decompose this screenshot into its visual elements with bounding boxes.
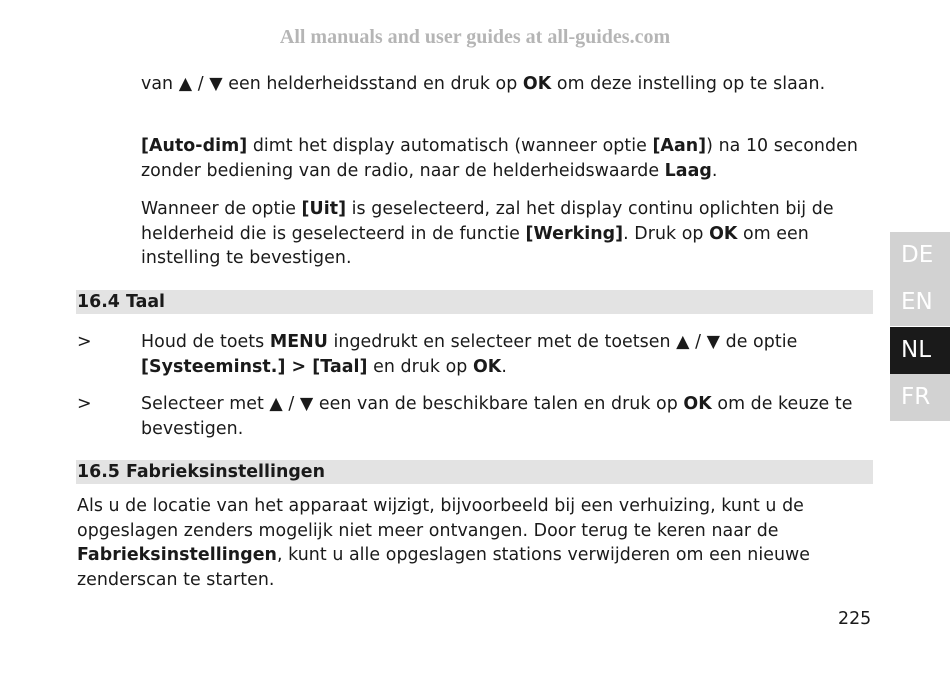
- text: ) na 10 seconden zonder bediening van de radio, naar de helderheidswaarde: [141, 136, 858, 181]
- text-bold: [Aan]: [652, 136, 707, 156]
- section-heading-taal: 16.4 Taal: [77, 292, 166, 312]
- text: om deze instelling op te slaan.: [551, 74, 826, 94]
- text-bold: [Systeeminst.] > [Taal]: [141, 356, 368, 377]
- language-tab-nl[interactable]: NL: [890, 327, 950, 374]
- intro-paragraph-3: [141, 197, 881, 271]
- text: Selecteer met ▲ / ▼ een van de beschikbare talen en druk op: [141, 394, 684, 414]
- text: , kunt u alle opgeslagen stations verwijderen om een nieuwe zenderscan te starten.: [77, 545, 811, 590]
- bullet-item-2: [141, 392, 881, 441]
- text: om de keuze te bevestigen.: [141, 394, 853, 439]
- text-bold: Laag: [664, 160, 712, 181]
- text-bold: [Werking]: [525, 223, 624, 244]
- section-heading-fabrieksinstellingen: 16.5 Fabrieksinstellingen: [77, 462, 325, 482]
- text-bold: OK: [522, 74, 552, 94]
- language-tab-de[interactable]: DE: [890, 232, 950, 279]
- section-heading-bar: [76, 290, 873, 314]
- fabriek-paragraph: [77, 494, 877, 592]
- text: en druk op: [367, 356, 473, 377]
- text: van ▲ / ▼ een helderheidsstand en druk op: [141, 74, 523, 94]
- text-bold: [Uit]: [301, 199, 347, 219]
- language-tab-fr[interactable]: FR: [890, 374, 950, 421]
- watermark: All manuals and user guides at all-guides.com: [279, 26, 671, 48]
- text: Wanneer de optie: [141, 199, 302, 219]
- language-tab-en[interactable]: EN: [890, 279, 950, 326]
- text: Houd de toets: [141, 332, 270, 352]
- intro-paragraph-2: [141, 134, 881, 183]
- text-bold: OK: [683, 394, 712, 414]
- bullet-marker: >: [77, 332, 92, 352]
- text: . Druk op: [623, 223, 710, 244]
- bullet-item-1: [141, 330, 881, 379]
- text: ingedrukt en selecteer met de toetsen ▲ / ▼ de optie: [327, 332, 798, 352]
- intro-paragraph-1: [141, 72, 881, 97]
- text: .: [711, 160, 718, 181]
- text: dimt het display automatisch (wanneer optie: [247, 136, 653, 156]
- text: .: [501, 356, 507, 377]
- text-bold: MENU: [269, 332, 328, 352]
- bullet-marker: >: [77, 394, 92, 414]
- text: is geselecteerd, zal het display continu oplichten bij de helderheid die is geselecteerd in de functie: [141, 199, 834, 244]
- text-bold: OK: [709, 223, 738, 244]
- text: Als u de locatie van het apparaat wijzigt, bijvoorbeeld bij een verhuizing, kunt u de opgeslagen zenders mogelijk niet meer ontvangen. Door terug te keren naar de: [77, 496, 804, 541]
- text-bold: [Auto-dim]: [141, 136, 248, 156]
- text-bold: OK: [472, 356, 502, 377]
- page-number: 225: [838, 609, 872, 629]
- text: om een instelling te bevestigen.: [141, 223, 809, 268]
- text-bold: Fabrieksinstellingen: [77, 545, 277, 565]
